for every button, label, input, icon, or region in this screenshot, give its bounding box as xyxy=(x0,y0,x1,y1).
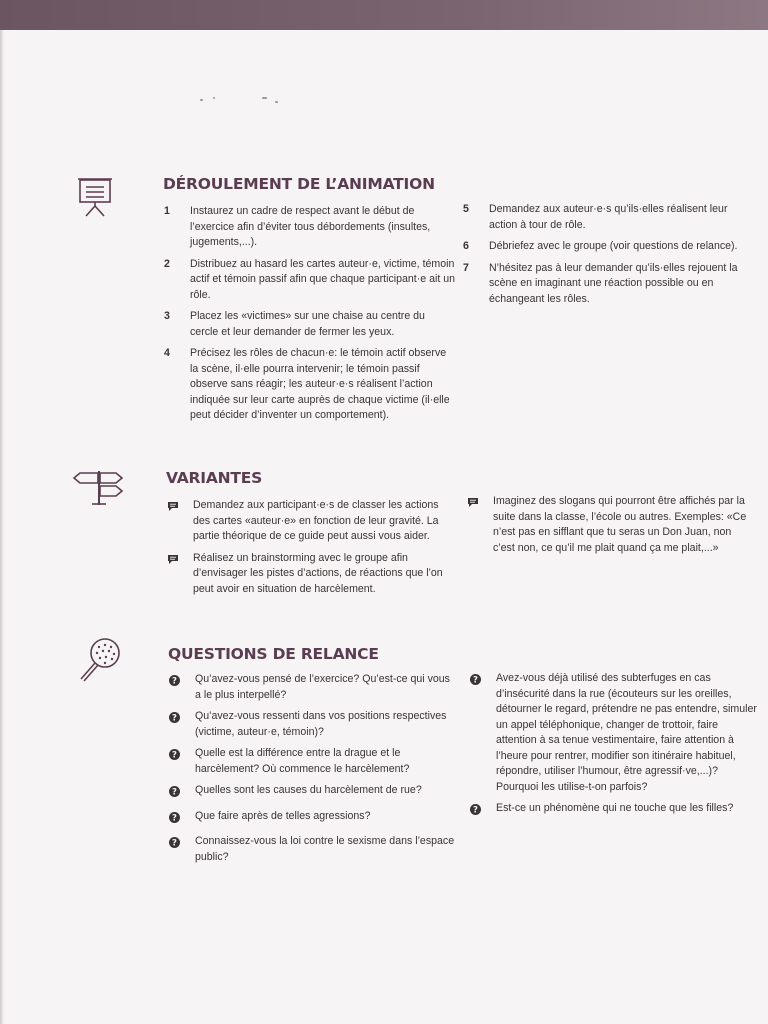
deroulement-right-column xyxy=(463,202,749,313)
question-text: Que faire après de telles agressions? xyxy=(195,809,371,822)
step-number: 3 xyxy=(164,310,170,322)
list-item xyxy=(164,309,456,340)
questions-right-column xyxy=(470,671,758,827)
question-text: Avez-vous déjà utilisé des subterfuges en cas d’insécurité dans la rue (écouteurs sur les oreilles, détourner le regard, prétendre ne pas entendre, simuler un appel téléphonique, changer de trottoir, faire attention à sa tenue vestimentaire, faire attention à l’heure pour rentrer, modifier son itinéraire habituel, répondre, utiliser l’humour, être agressif·ve,...)? Pourquoi les utilise-t-on parfois? xyxy=(496,672,757,793)
list-item xyxy=(169,783,457,803)
scan-speck xyxy=(262,97,267,99)
speech-bubble-icon xyxy=(167,551,193,598)
question-text: Quelles sont les causes du harcèlement de rue? xyxy=(195,784,422,796)
speech-bubble-icon xyxy=(167,498,193,545)
variantes-left-column xyxy=(167,498,455,603)
list-item xyxy=(463,239,749,255)
svg-text:?: ? xyxy=(172,750,177,760)
question-circle-icon xyxy=(169,746,195,777)
variantes-right-column xyxy=(467,494,755,562)
list-item xyxy=(169,746,457,777)
questions-left-column xyxy=(169,672,457,871)
svg-text:?: ? xyxy=(473,675,478,685)
step-text: Débriefez avec le groupe (voir questions de relance). xyxy=(489,240,738,252)
signpost-icon xyxy=(72,468,126,506)
step-number: 6 xyxy=(463,240,469,252)
svg-text:?: ? xyxy=(172,813,177,823)
svg-text:?: ? xyxy=(172,838,177,848)
variant-text: Imaginez des slogans qui pourront être affichés par la suite dans la classe, l’école ou autres. Exemples: «Ce n’est pas en sifflant que tu seras un Don Juan, non c’est non, ce qu’il me plait quand ça me plait,...» xyxy=(493,495,747,554)
step-text: Instaurez un cadre de respect avant le début de l’exercice afin d’éviter tous débordements (insultes, jugements,...). xyxy=(190,205,431,248)
step-number: 4 xyxy=(164,347,170,359)
list-item xyxy=(470,801,758,821)
list-item xyxy=(164,257,456,304)
list-item xyxy=(467,494,755,556)
section-title-deroulement: DÉROULEMENT DE L’ANIMATION xyxy=(163,175,435,193)
svg-text:?: ? xyxy=(172,787,177,797)
list-item xyxy=(169,709,457,740)
section-title-questions: QUESTIONS DE RELANCE xyxy=(168,645,379,663)
step-number: 2 xyxy=(164,257,170,270)
question-circle-icon xyxy=(470,671,496,795)
question-circle-icon xyxy=(169,672,195,703)
presentation-board-icon xyxy=(76,176,114,218)
step-text: Précisez les rôles de chacun·e: le témoin actif observe la scène, il·elle pourra intervenir; le témoin passif observe sans réagir; les auteur·e·s réalisent l’action indiquée sur leur carte auprès de chaque victime (il·elle peut décider d’inventer un comportement). xyxy=(190,347,450,421)
question-circle-icon xyxy=(169,783,195,803)
list-item xyxy=(169,809,457,829)
scan-speck xyxy=(275,101,278,103)
step-number: 5 xyxy=(463,203,469,215)
step-text: Demandez aux auteur·e·s qu’ils·elles réalisent leur action à tour de rôle. xyxy=(489,203,728,231)
svg-text:?: ? xyxy=(172,676,177,686)
step-text: Distribuez au hasard les cartes auteur·e, victime, témoin actif et témoin passif afin que chaque participant·e ait un rôle. xyxy=(190,257,456,301)
list-item xyxy=(470,671,758,795)
list-item xyxy=(463,261,749,308)
list-item xyxy=(164,346,456,424)
question-text: Qu’avez-vous ressenti dans vos positions respectives (victime, auteur·e, témoin)? xyxy=(195,710,447,738)
list-item xyxy=(463,202,749,233)
question-circle-icon xyxy=(169,709,195,740)
list-item xyxy=(164,204,456,251)
svg-text:?: ? xyxy=(473,805,478,815)
section-title-variantes: VARIANTES xyxy=(166,469,263,487)
variant-text: Demandez aux participant·e·s de classer les actions des cartes «auteur·e» en fonction de leur gravité. La partie théorique de ce guide peut aussi vous aider. xyxy=(193,499,439,542)
list-item xyxy=(169,672,457,703)
page-edge-shadow xyxy=(0,30,4,1024)
deroulement-left-column xyxy=(164,204,456,430)
racket-icon xyxy=(78,636,122,682)
top-color-band xyxy=(0,0,768,30)
list-item xyxy=(167,551,455,598)
question-circle-icon xyxy=(169,809,195,829)
svg-text:?: ? xyxy=(172,713,177,723)
step-text: Placez les «victimes» sur une chaise au centre du cercle et leur demander de fermer les yeux. xyxy=(190,310,425,338)
step-number: 1 xyxy=(164,205,170,217)
question-text: Qu’avez-vous pensé de l’exercice? Qu’est-ce qui vous a le plus interpellé? xyxy=(195,673,450,701)
step-text: N’hésitez pas à leur demander qu’ils·elles rejouent la scène en imaginant une réaction possible ou en échangeant les rôles. xyxy=(489,261,738,305)
variant-text: Réalisez un brainstorming avec le groupe afin d’envisager les pistes d’actions, de réactions que l’on peut avoir en situation de harcèlement. xyxy=(193,551,443,595)
scan-speck xyxy=(213,97,215,99)
scan-speck xyxy=(200,99,203,101)
question-circle-icon xyxy=(169,834,195,865)
question-circle-icon xyxy=(470,801,496,821)
question-text: Quelle est la différence entre la drague et le harcèlement? Où commence le harcèlement? xyxy=(195,747,410,775)
list-item xyxy=(167,498,455,545)
question-text: Connaissez-vous la loi contre le sexisme dans l’espace public? xyxy=(195,835,455,863)
list-item xyxy=(169,834,457,865)
speech-bubble-icon xyxy=(467,494,493,556)
question-text: Est-ce un phénomène qui ne touche que les filles? xyxy=(496,802,734,814)
step-number: 7 xyxy=(463,261,469,274)
